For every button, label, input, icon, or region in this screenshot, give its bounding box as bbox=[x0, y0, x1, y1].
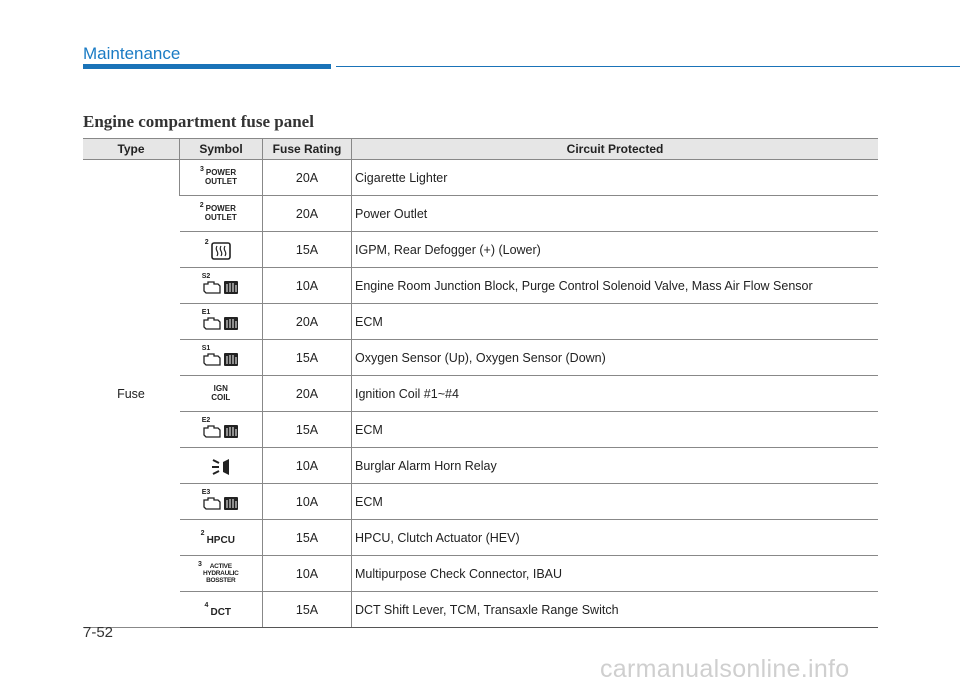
circuit-cell: ECM bbox=[352, 304, 879, 340]
rating-cell: 10A bbox=[263, 484, 352, 520]
circuit-cell: IGPM, Rear Defogger (+) (Lower) bbox=[352, 232, 879, 268]
col-header-rating: Fuse Rating bbox=[263, 139, 352, 160]
circuit-cell: Oxygen Sensor (Up), Oxygen Sensor (Down) bbox=[352, 340, 879, 376]
table-row bbox=[83, 376, 878, 412]
rating-cell: 15A bbox=[263, 592, 352, 628]
symbol-superscript: 3 bbox=[200, 166, 204, 173]
table-row bbox=[83, 520, 878, 556]
engine-manual-icon bbox=[201, 273, 240, 298]
fuse-table-body bbox=[83, 160, 878, 628]
symbol-cell bbox=[180, 160, 263, 196]
circuit-cell: Multipurpose Check Connector, IBAU bbox=[352, 556, 879, 592]
symbol-label: HPCU bbox=[206, 534, 235, 546]
table-row bbox=[83, 232, 878, 268]
symbol-cell bbox=[180, 196, 263, 232]
symbol-cell bbox=[180, 592, 263, 628]
circuit-cell: ECM bbox=[352, 412, 879, 448]
table-header-row bbox=[83, 139, 878, 160]
symbol-cell bbox=[180, 484, 263, 520]
symbol-cell bbox=[180, 448, 263, 484]
symbol-label: IGN COIL bbox=[211, 384, 231, 402]
col-header-symbol: Symbol bbox=[180, 139, 263, 160]
symbol-label: ACTIVE HYDRAULIC BOSSTER bbox=[202, 562, 239, 584]
watermark: carmanualsonline.info bbox=[600, 655, 850, 683]
header-rule-thin bbox=[336, 66, 960, 67]
symbol-cell bbox=[180, 376, 263, 412]
circuit-cell: Cigarette Lighter bbox=[352, 160, 879, 196]
power-outlet-symbol bbox=[199, 202, 237, 222]
symbol-superscript: 2 bbox=[199, 202, 204, 209]
engine-manual-icon bbox=[201, 309, 240, 334]
circuit-cell: Ignition Coil #1~#4 bbox=[352, 376, 879, 412]
symbol-label: DCT bbox=[210, 606, 232, 618]
fuse-table bbox=[83, 138, 878, 628]
symbol-superscript: 4 bbox=[204, 601, 209, 609]
table-row bbox=[83, 592, 878, 628]
circuit-cell: Power Outlet bbox=[352, 196, 879, 232]
table-row bbox=[83, 196, 878, 232]
table-row bbox=[83, 556, 878, 592]
table-row bbox=[83, 448, 878, 484]
symbol-cell bbox=[180, 340, 263, 376]
rating-cell: 20A bbox=[263, 160, 352, 196]
table-row bbox=[83, 304, 878, 340]
rating-cell: 20A bbox=[263, 196, 352, 232]
rating-cell: 10A bbox=[263, 448, 352, 484]
rating-cell: 10A bbox=[263, 268, 352, 304]
symbol-label: POWER OUTLET bbox=[205, 168, 237, 186]
dct-symbol bbox=[204, 601, 232, 618]
table-row bbox=[83, 268, 878, 304]
table-row bbox=[83, 484, 878, 520]
page-number: 7-52 bbox=[83, 624, 114, 641]
circuit-cell: DCT Shift Lever, TCM, Transaxle Range Switch bbox=[352, 592, 879, 628]
table-row bbox=[83, 340, 878, 376]
symbol-cell bbox=[180, 556, 263, 592]
circuit-cell: HPCU, Clutch Actuator (HEV) bbox=[352, 520, 879, 556]
rating-cell: 15A bbox=[263, 232, 352, 268]
hpcu-symbol bbox=[200, 529, 235, 546]
circuit-cell: Burglar Alarm Horn Relay bbox=[352, 448, 879, 484]
symbol-cell bbox=[180, 268, 263, 304]
rating-cell: 15A bbox=[263, 340, 352, 376]
header-rule-thick bbox=[83, 64, 331, 69]
circuit-cell: Engine Room Junction Block, Purge Control Solenoid Valve, Mass Air Flow Sensor bbox=[352, 268, 879, 304]
symbol-superscript: E2 bbox=[201, 417, 211, 424]
col-header-circuit: Circuit Protected bbox=[352, 139, 879, 160]
rating-cell: 20A bbox=[263, 304, 352, 340]
symbol-cell bbox=[180, 232, 263, 268]
symbol-cell bbox=[180, 412, 263, 448]
page-title: Engine compartment fuse panel bbox=[83, 112, 314, 131]
symbol-superscript: E1 bbox=[201, 309, 211, 316]
symbol-superscript: 3 bbox=[197, 560, 202, 568]
table-row bbox=[83, 412, 878, 448]
symbol-superscript: S1 bbox=[201, 345, 211, 352]
type-cell: Fuse bbox=[83, 160, 180, 628]
engine-manual-icon bbox=[201, 417, 240, 442]
engine-manual-icon bbox=[201, 345, 240, 370]
section-label: Maintenance bbox=[83, 44, 181, 63]
horn-icon bbox=[209, 457, 233, 479]
ign-coil-symbol bbox=[211, 384, 230, 402]
rear-defogger-icon bbox=[204, 239, 231, 262]
symbol-superscript: 2 bbox=[204, 239, 209, 246]
symbol-superscript: S2 bbox=[201, 273, 211, 280]
rating-cell: 20A bbox=[263, 376, 352, 412]
symbol-superscript: 2 bbox=[200, 529, 205, 537]
col-header-type: Type bbox=[83, 139, 180, 160]
symbol-label: POWER OUTLET bbox=[204, 204, 237, 222]
symbol-superscript: E3 bbox=[201, 489, 211, 496]
symbol-cell bbox=[180, 304, 263, 340]
power-outlet-symbol bbox=[200, 166, 237, 186]
symbol-cell bbox=[180, 520, 263, 556]
rating-cell: 10A bbox=[263, 556, 352, 592]
table-row bbox=[83, 160, 878, 196]
rating-cell: 15A bbox=[263, 520, 352, 556]
rating-cell: 15A bbox=[263, 412, 352, 448]
circuit-cell: ECM bbox=[352, 484, 879, 520]
engine-manual-icon bbox=[201, 489, 240, 514]
active-hydraulic-booster-symbol bbox=[197, 560, 239, 584]
